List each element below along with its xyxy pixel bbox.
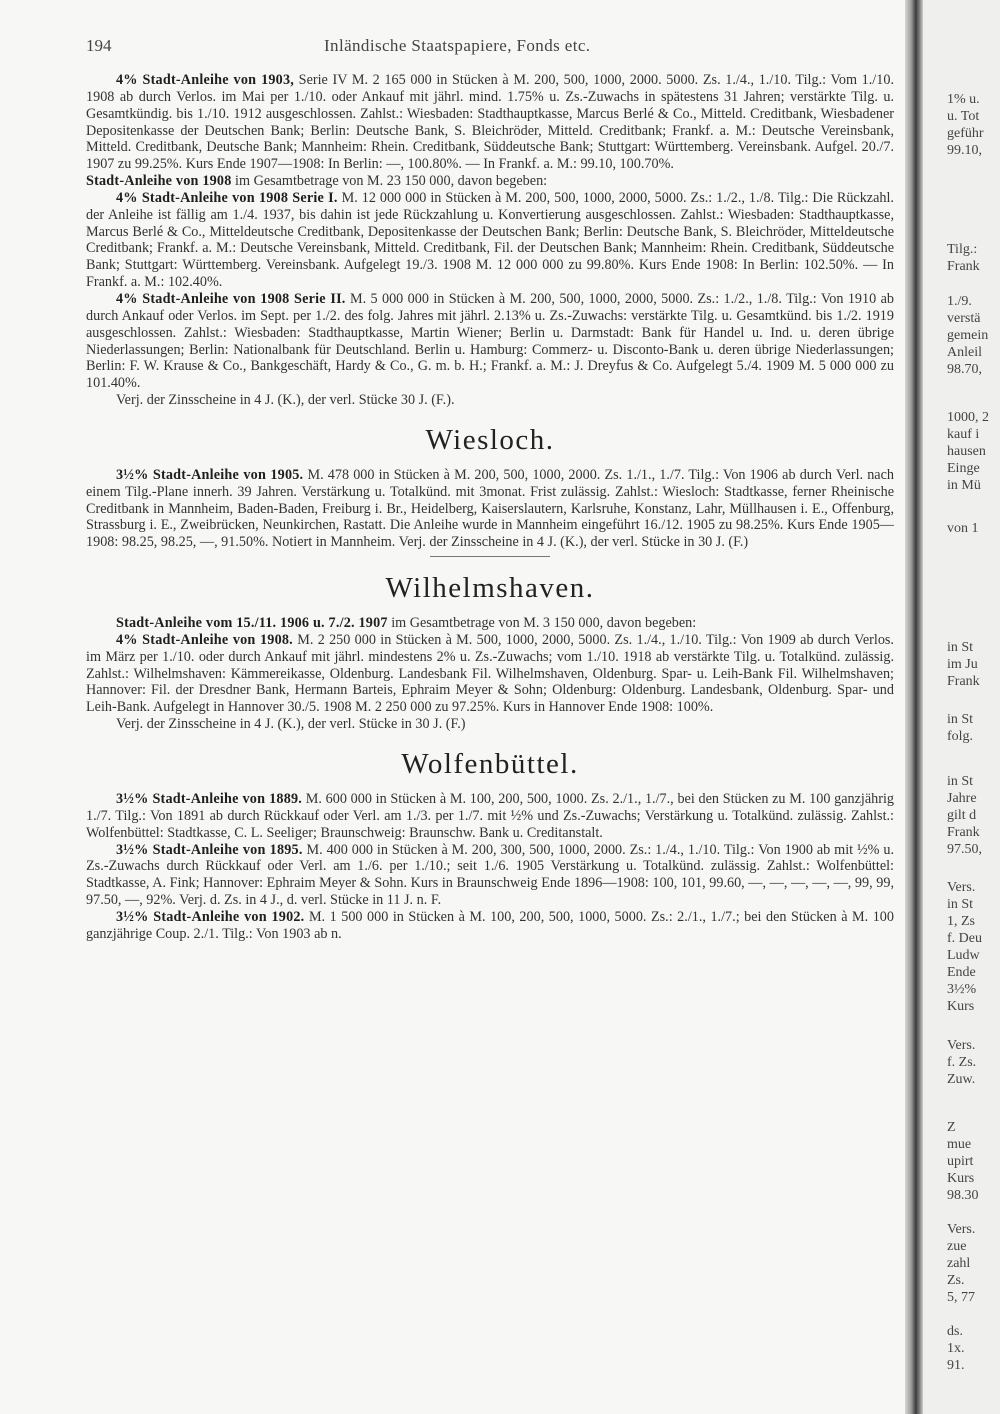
running-title: Inländische Staatspapiere, Fonds etc. [324, 36, 591, 55]
right-page-fragment: im Ju [947, 657, 978, 672]
page-body [86, 72, 894, 943]
right-page-fragment: 1./9. [947, 294, 972, 309]
bond-entry-heading: 4% Stadt-Anleihe von 1903, [116, 72, 295, 88]
right-page-fragment: upirt [947, 1154, 974, 1169]
page-header [86, 36, 896, 64]
right-page-fragment: 99.10, [947, 143, 982, 158]
bond-entry [86, 392, 894, 409]
right-page-fragment: 1000, 2 [947, 410, 989, 425]
right-page-fragment: hausen [947, 444, 986, 459]
right-page-fragment: Zs. [947, 1273, 965, 1288]
page-number: 194 [86, 36, 112, 55]
right-page-fragment: folg. [947, 729, 974, 744]
right-page-fragment: Anleil [947, 345, 982, 360]
right-page-fragment: verstä [947, 311, 981, 326]
right-page-fragment: von 1 [947, 521, 979, 536]
right-page-edge [923, 0, 1000, 1414]
right-page-fragment: Z [947, 1120, 956, 1135]
bond-entry [86, 615, 894, 632]
right-page-fragment: Frank [947, 674, 980, 689]
bond-entry-text: M. 1 500 000 in Stücken à M. 100, 200, 500, 1000, 5000. Zs.: 2./1., 1./7.; bei den Stücken à M. 100 ganzjährige Coup. 2./1. Tilg.: Von 1903 ab n. [86, 908, 894, 942]
right-page-fragment: in St [947, 712, 974, 727]
right-page-fragment: Tilg.: [947, 242, 978, 257]
right-page-fragment: 98.70, [947, 362, 982, 377]
bond-entry [86, 291, 894, 392]
right-page-fragment: 3½% [947, 982, 977, 997]
right-page-fragment: Zuw. [947, 1072, 976, 1087]
bond-entry-text: im Gesamtbetrage von M. 23 150 000, davon begeben: [231, 173, 548, 190]
right-page-fragment: in St [947, 640, 974, 655]
right-page-fragment: in St [947, 774, 974, 789]
right-page-fragment: 1, Zs [947, 914, 975, 929]
bond-entry-text: M. 2 250 000 in Stücken à M. 500, 1000, 2000, 5000. Zs. 1./4., 1./10. Tilg.: Von 1909 ab durch Verlos. im März per 1./10. oder durch Ankauf mit jährl. mindestens 2% u. Zs.-Zuwachs; vom 1./10. 1918 ab verstärkte Tilg. u. Totalkünd. zulässig. Zahlst.: Wilhelmshaven: Kämmereikasse, Oldenburg. Landesbank Fil. Wilhelmshaven, Oldenburg. Spar- u. Leih-Bank Fil. Wilhelmshaven; Hannover: Fil. der Dresdner Bank, Hermann Barteis, Ephraim Meyer & Sohn; Oldenburg: Oldenburg. Landesbank, Oldenburg. Spar- und Leih-Bank. Aufgelegt in Hannover 30./5. 1908 M. 2 250 000 zu 97.25%. Kurs in Hannover Ende 1908: 100%. [86, 631, 894, 716]
right-page-fragment: kauf i [947, 427, 980, 442]
right-page-fragment: Kurs [947, 999, 975, 1014]
right-page-fragment: 5, 77 [947, 1290, 975, 1305]
bond-entry-heading: 3½% Stadt-Anleihe von 1889. [116, 791, 303, 807]
right-page-fragment: u. Tot [947, 109, 980, 124]
bond-entry-text: Serie IV M. 2 165 000 in Stücken à M. 200, 500, 1000, 2000. 5000. Zs. 1./4., 1./10. Tilg.: Vom 1./10. 1908 ab durch Verlos. im Mai per 1./10. oder Ankauf mit jährl. mind. 1.75% u. Zs.-Zuwachs in spätestens 31 Jahren; verstärkte Tilg. u. Gesamtkündig. bis 1./10. 1912 ausgeschlossen. Zahlst.: Wiesbaden: Stadthauptkasse, Marcus Berlé & Co., Mitteld. Creditbank, Wiesbadener Depositenkasse der Deutschen Bank; Berlin: Deutsche Bank, S. Bleichröder, Mitteld. Creditbank; Frankf. a. M.: Deutsche Vereinsbank, Mitteld. Creditbank, Deutsche Bank; Mannheim: Rhein. Creditbank, Süddeutsche Bank; Stuttgart: Württemberg. Vereinsbank. Aufgel. 20./7. 1907 zu 99.25%. Kurs Ende 1907—1908: In Berlin: —, 100.80%. — In Frankf. a. M.: 99.10, 100.70%. [86, 72, 894, 173]
bond-entry-heading: 4% Stadt-Anleihe von 1908 Serie I. [116, 189, 338, 206]
bond-entry [86, 842, 894, 909]
bond-entry-heading: 3½% Stadt-Anleihe von 1902. [116, 908, 305, 925]
bond-entry [86, 190, 894, 291]
right-page-fragment: Vers. [947, 1222, 976, 1237]
right-page-fragment: Frank [947, 825, 980, 840]
right-page-fragment: gilt d [947, 808, 977, 823]
bond-entry-heading: 4% Stadt-Anleihe von 1908 Serie II. [116, 290, 346, 307]
bond-entry-text: M. 12 000 000 in Stücken à M. 200, 500, 1000, 2000, 5000. Zs.: 1./2., 1./8. Tilg.: Die Rückzahl. der Anleihe ist fällig am 1./4. 1937, bis dahin ist jede Rückzahlung u. Konvertierung ausgeschlossen. Zahlst.: Wiesbaden: Stadthauptkasse, Marcus Berlé & Co., Mitteldeutsche Creditbank, Depositenkasse der Deutschen Bank; Berlin: Deutsche Bank, S. Bleichröder, Mitteldeutsche Creditbank; Frankf. a. M.: Deutsche Vereinsbank, Mitteld. Creditbank, Fil. der Deutschen Bank; Mannheim: Rhein. Creditbank, Süddeutsche Bank; Stuttgart: Württemberg. Vereinsbank. Aufgelegt 19./3. 1908 M. 12 000 000 zu 99.80%. Kurs Ende 1908: In Berlin: 102.50%. — In Frankf. a. M.: 102.40%. [86, 189, 894, 291]
bond-entry [86, 791, 894, 842]
book-gutter [905, 0, 923, 1414]
right-page-fragment: Vers. [947, 1038, 976, 1053]
bond-entry-text: M. 400 000 in Stücken à M. 200, 300, 500, 1000, 2000. Zs.: 1./4., 1./10. Tilg.: Von 1900 ab mit ½% u. Zs.-Zuwachs durch Rückkauf oder Verl. am 1./6. per 1./10.; seit 1./6. 1905 Verstärkung u. Totalkünd. zulässig. Zahlst.: Wolfenbüttel: Stadtkasse, A. Fink; Hannover: Ephraim Meyer & Sohn. Kurs in Braunschweig Ende 1896—1908: 100, 101, 99.60, —, —, —, —, —, 99, 99, 97.50, —, 92%. Verj. d. Zs. in 4 J., d. verl. Stücke in 11 J. n. F. [86, 841, 895, 909]
right-page-fragment: 1x. [947, 1341, 965, 1356]
section-divider [430, 556, 550, 557]
right-page-fragment: Ende [947, 965, 976, 980]
right-page-fragment: 97.50, [947, 842, 982, 857]
bond-entry [86, 72, 894, 173]
bond-entry-heading: 3½% Stadt-Anleihe von 1905. [116, 466, 304, 483]
bond-entry [86, 467, 894, 551]
right-page-fragment: Kurs [947, 1171, 975, 1186]
right-page-fragment: 1% u. [947, 92, 980, 107]
city-heading: Wolfenbüttel. [401, 748, 579, 780]
bond-entry-heading: 3½% Stadt-Anleihe von 1895. [116, 841, 303, 858]
bond-entry-heading: Stadt-Anleihe von 1908 [86, 173, 232, 190]
right-page-fragment: mue [947, 1137, 972, 1152]
right-page-fragment: in St [947, 897, 974, 912]
right-page-fragment: geführ [947, 126, 984, 141]
bond-entry-text: M. 600 000 in Stücken à M. 100, 200, 500, 1000. Zs. 2./1., 1./7., bei den Stücken zu M. 100 ganzjährig 1./7. Tilg.: Von 1891 ab durch Rückkauf oder Verl. am 1./3. per 1./7. mit ½% und Zs.-Zuwachs; Verstärkung u. Totalkünd. zulässig. Zahlst.: Wolfenbüttel: Stadtkasse, C. L. Seeliger; Braunschweig: Braunschw. Bank u. Creditanstalt. [86, 791, 895, 841]
bond-entry [86, 632, 894, 716]
bond-entry-text: M. 478 000 in Stücken à M. 200, 500, 1000, 2000. Zs. 1./1., 1./7. Tilg.: Von 1906 ab durch Verl. nach einem Tilg.-Plane innerh. 39 Jahren. Verstärkung u. Totalkünd. mit 3monat. Frist zulässig. Zahlst.: Wiesloch: Stadtkasse, ferner Rheinische Creditbank in Mannheim, Baden-Baden, Freiburg i. Br., Heidelberg, Kaiserslautern, Karlsruhe, Konstanz, Lahr, Müllhausen i. E., Offenburg, Strassburg i. E., Zweibrücken, Neunkirchen, Rastatt. Die Anleihe wurde in Mannheim eingeführt 16./12. 1905 zu 98.25%. Kurs Ende 1905—1908: 98.25, 98.25, —, 91.50%. Notiert in Mannheim. Verj. der Zinsscheine in 4 J. (K.), der verl. Stücke in 30 J. (F.) [86, 466, 894, 551]
right-page-fragment: gemein [947, 328, 989, 343]
bond-entry-text: Verj. der Zinsscheine in 4 J. (K.), der verl. Stücke 30 J. (F.). [116, 392, 455, 409]
right-page-fragment: Jahre [947, 791, 977, 806]
right-page-fragment: 98.30 [947, 1188, 979, 1203]
bond-entry-text: M. 5 000 000 in Stücken à M. 200, 500, 1000, 2000, 5000. Zs.: 1./2., 1./8. Tilg.: Von 1910 ab durch Ankauf oder Verlos. im Sept. per 1./2. des folg. Jahres mit jährl. 2.13% u. Zs.-Zuwachs: verstärkte Tilg. u. Gesamtkünd. bis 1./2. 1919 ausgeschlossen. Zahlst.: Wiesbaden: Stadthauptkasse, Martin Wiener; Berlin u. Darmstadt: Bank für Handel u. Ind. u. deren übrige Niederlassungen; Berlin: Nationalbank für Deutschland. Berlin u. Hamburg: Commerz- u. Disconto-Bank u. deren übrige Niederlassungen; Berlin: F. W. Krause & Co., Bankgeschäft, Hardy & Co., G. m. b. H.; Frankf. a. M.: J. Dreyfus & Co. Aufgelegt 5./4. 1909 M. 5 000 000 zu 101.40%. [86, 290, 894, 392]
right-page-fragment: Vers. [947, 880, 976, 895]
right-page-fragment: Einge [947, 461, 980, 476]
bond-entry-heading: Stadt-Anleihe vom 15./11. 1906 u. 7./2. 1907 [116, 615, 388, 632]
bond-entry-heading: 4% Stadt-Anleihe von 1908. [116, 631, 293, 648]
right-page-fragment: f. Zs. [947, 1055, 977, 1070]
bond-entry-text: Verj. der Zinsscheine in 4 J. (K.), der verl. Stücke in 30 J. (F.) [116, 716, 466, 733]
bond-entry-text: im Gesamtbetrage von M. 3 150 000, davon begeben: [387, 615, 697, 632]
right-page-fragment: Frank [947, 259, 980, 274]
bond-entry [86, 909, 894, 943]
bond-entry [86, 173, 894, 190]
city-heading: Wilhelmshaven. [385, 572, 595, 605]
right-page-fragment: Ludw [947, 948, 980, 963]
right-page-fragment: in Mü [947, 478, 981, 493]
right-page-fragment: zue [947, 1239, 967, 1254]
right-page-fragment: f. Deu [947, 931, 982, 946]
city-heading: Wiesloch. [425, 423, 555, 456]
right-page-fragment: ds. [947, 1324, 963, 1339]
right-page-fragment: zahl [947, 1256, 971, 1271]
right-page-fragment: 91. [947, 1358, 965, 1373]
bond-entry [86, 716, 894, 733]
